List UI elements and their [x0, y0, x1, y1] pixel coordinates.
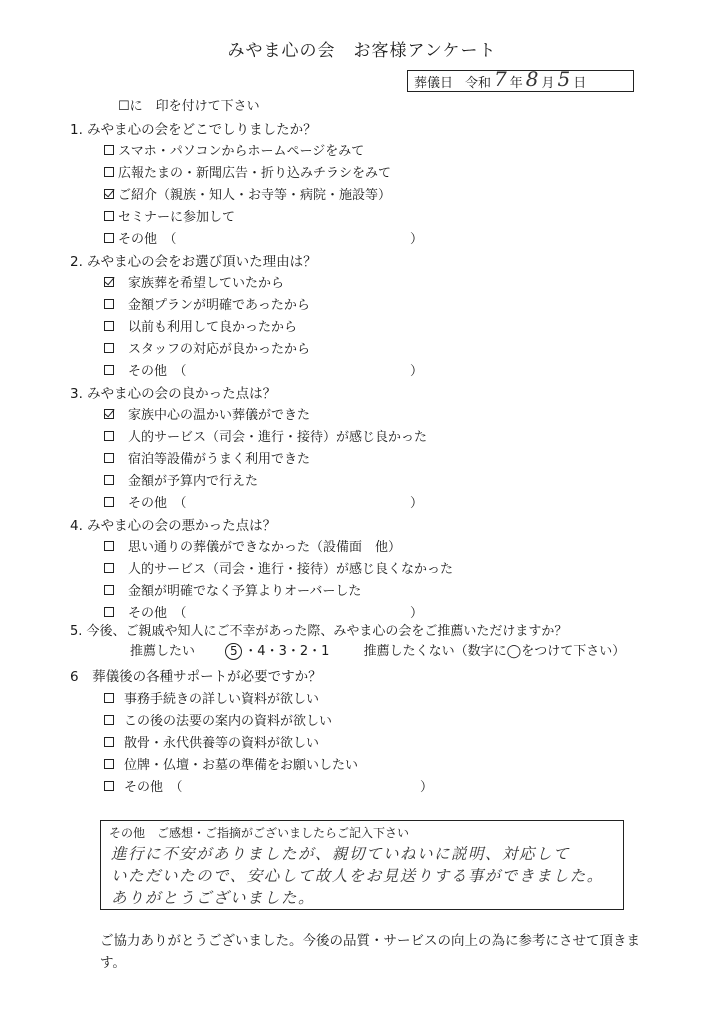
- q4-option-not-as-wished[interactable]: 思い通りの葬儀ができなかった（設備面 他）: [104, 536, 401, 555]
- checkbox[interactable]: [104, 737, 114, 747]
- checkbox[interactable]: [104, 563, 114, 573]
- q4-option-service-bad[interactable]: 人的サービス（司会・進行・接待）が感じ良くなかった: [104, 558, 453, 577]
- comment-line: いただいたので、安心して故人をお見送りする事ができました。: [111, 867, 604, 885]
- q5-rating-scale: [130, 640, 625, 660]
- date-year-handwritten[interactable]: 7: [494, 67, 507, 91]
- q3-option-facilities[interactable]: 宿泊等設備がうまく利用できた: [104, 448, 310, 467]
- q6-option-memorial[interactable]: この後の法要の案内の資料が欲しい: [104, 710, 332, 729]
- date-month-unit: 月: [541, 75, 555, 91]
- q1-option-referral[interactable]: ご紹介（親族・知人・お寺等・病院・施設等）: [104, 184, 391, 203]
- comment-line: 進行に不安がありましたが、親切ていねいに説明、対応して: [111, 845, 571, 863]
- q5-left-label: 推薦したい: [130, 644, 196, 659]
- checkbox[interactable]: [104, 167, 114, 177]
- checkbox[interactable]: [104, 497, 114, 507]
- q2-option-used-before[interactable]: 以前も利用して良かったから: [104, 316, 297, 335]
- comment-handwritten: [111, 843, 621, 909]
- checkbox[interactable]: [104, 145, 114, 155]
- checkbox-checked[interactable]: [104, 409, 114, 419]
- q3-option-warm-funeral[interactable]: 家族中心の温かい葬儀ができた: [104, 404, 310, 423]
- q2-option-other[interactable]: その他 （: [104, 360, 187, 379]
- q4-option-over-budget[interactable]: 金額が明確でなく予算よりオーバーした: [104, 580, 361, 599]
- q4-option-other[interactable]: その他 （: [104, 602, 187, 621]
- form-title: みやま心の会 お客様アンケート: [227, 41, 497, 61]
- q1-option-advertising[interactable]: 広報たまの・新聞広告・折り込みチラシをみて: [104, 162, 391, 181]
- checkbox-checked[interactable]: [104, 189, 114, 199]
- q6-option-scattering[interactable]: 散骨・永代供養等の資料が欲しい: [104, 732, 319, 751]
- checkbox[interactable]: [104, 299, 114, 309]
- q2-other-paren-close: ）: [410, 364, 424, 379]
- q3-option-other[interactable]: その他 （: [104, 492, 187, 511]
- checkbox[interactable]: [104, 541, 114, 551]
- date-label: 葬儀日: [414, 75, 454, 91]
- date-day-handwritten[interactable]: 5: [557, 67, 571, 91]
- checkbox[interactable]: [104, 585, 114, 595]
- date-month-handwritten[interactable]: 8: [525, 67, 539, 91]
- checkbox[interactable]: [104, 693, 114, 703]
- q1-other-paren-close: ）: [410, 232, 424, 247]
- q2-option-clear-price[interactable]: 金額プランが明確であったから: [104, 294, 310, 313]
- q1-option-seminar[interactable]: セミナーに参加して: [104, 206, 235, 225]
- checkbox[interactable]: [104, 211, 114, 221]
- q3-option-service-good[interactable]: 人的サービス（司会・進行・接待）が感じ良かった: [104, 426, 427, 445]
- q1-option-homepage[interactable]: スマホ・パソコンからホームページをみて: [104, 140, 364, 159]
- funeral-date-box: [407, 67, 634, 92]
- checkbox[interactable]: [104, 343, 114, 353]
- checkbox[interactable]: [104, 453, 114, 463]
- q6-option-other[interactable]: その他 （: [104, 776, 183, 795]
- q4-question: 4. みやま心の会の悪かった点は？: [70, 518, 277, 534]
- q1-option-other[interactable]: その他 （: [104, 228, 177, 247]
- checkbox[interactable]: [104, 759, 114, 769]
- q5-scale-rest[interactable]: ・4・3・2・1: [244, 644, 330, 659]
- q5-right-label: 推薦したくない（数字に◯をつけて下さい）: [363, 644, 626, 659]
- date-year-unit: 年: [509, 75, 523, 91]
- comment-box[interactable]: [100, 820, 624, 910]
- comment-line: ありがとうございました。: [111, 889, 316, 907]
- checkbox[interactable]: [104, 233, 114, 243]
- checkbox[interactable]: [104, 475, 114, 485]
- q4-other-paren-close: ）: [410, 606, 424, 621]
- q2-option-staff[interactable]: スタッフの対応が良かったから: [104, 338, 310, 357]
- date-era: 令和: [465, 75, 492, 91]
- q6-option-procedures[interactable]: 事務手続きの詳しい資料が欲しい: [104, 688, 319, 707]
- q3-option-within-budget[interactable]: 金額が予算内で行えた: [104, 470, 258, 489]
- q3-other-paren-close: ）: [410, 496, 424, 511]
- q6-question: 6 葬儀後の各種サポートが必要ですか？: [70, 669, 322, 685]
- q6-option-altar[interactable]: 位牌・仏壇・お墓の準備をお願いしたい: [104, 754, 358, 773]
- q2-option-family-funeral[interactable]: 家族葬を希望していたから: [104, 272, 284, 291]
- instruction-text: ☐に 印を付けて下さい: [118, 99, 260, 114]
- checkbox[interactable]: [104, 715, 114, 725]
- comment-label: その他 ご感想・ご指摘がございましたらご記入下さい: [109, 826, 410, 840]
- q3-question: 3. みやま心の会の良かった点は？: [70, 386, 277, 402]
- checkbox[interactable]: [104, 607, 114, 617]
- q6-other-paren-close: ）: [420, 780, 434, 795]
- footer-thanks: ご協力ありがとうございました。今後の品質・サービスの向上の為に参考にさせて頂きます。: [100, 933, 640, 971]
- checkbox[interactable]: [104, 365, 114, 375]
- checkbox-checked[interactable]: [104, 277, 114, 287]
- checkbox[interactable]: [104, 781, 114, 791]
- q2-question: 2. みやま心の会をお選び頂いた理由は？: [70, 254, 317, 270]
- q5-selected-rating[interactable]: 5: [225, 643, 242, 660]
- date-day-unit: 日: [573, 75, 587, 91]
- checkbox[interactable]: [104, 321, 114, 331]
- checkbox[interactable]: [104, 431, 114, 441]
- q5-question: 5. 今後、ご親戚や知人にご不幸があった際、みやま心の会をご推薦いただけますか？: [70, 624, 568, 639]
- q1-question: 1. みやま心の会をどこでしりましたか？: [70, 122, 317, 138]
